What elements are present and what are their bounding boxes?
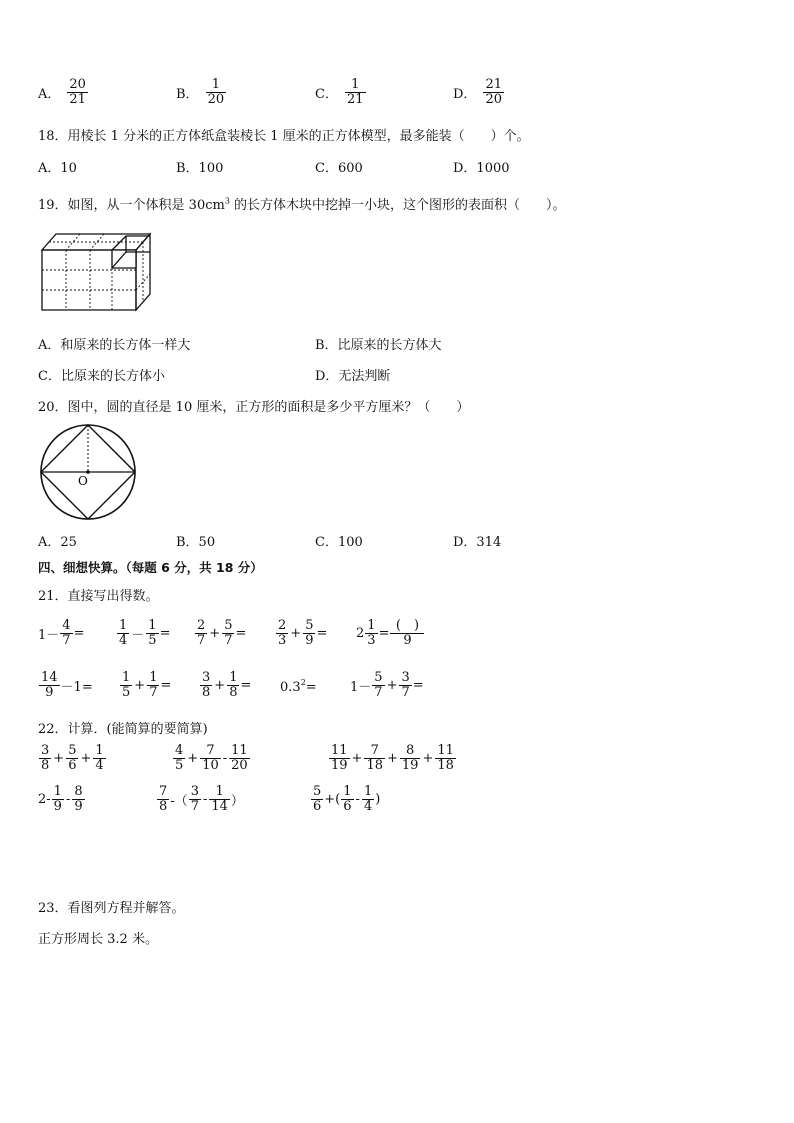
- q18-option-b: B．100: [176, 161, 224, 176]
- q21-expr-9: 0.3 $^2$ =: [280, 678, 317, 695]
- q21-expr-5: 2 $\frac{1}{3}$ = $\frac{( )}{9}$: [356, 619, 425, 647]
- q23-text: 23．看图列方程并解答。: [38, 901, 185, 916]
- q21-expr-4: $\frac{2}{3}$ + $\frac{5}{9}$ =: [278, 618, 328, 648]
- q21-text: 21．直接写出得数。: [38, 589, 159, 604]
- q21-expr-1: 1－ $\frac{4}{7}$ =: [38, 618, 85, 648]
- q19-option-d: D．无法判断: [315, 369, 391, 384]
- q20-option-a: A．25: [38, 535, 77, 550]
- q22-expr-2: $\frac{4}{5}$ + $\frac{7}{10}$ - $\frac{11}{20}$: [175, 743, 248, 773]
- q18-option-c: C．600: [315, 161, 363, 176]
- q22-text: 22．计算．(能简算的要简算): [38, 722, 208, 737]
- q19-option-c: C．比原来的长方体小: [38, 369, 165, 384]
- q22-expr-3: $\frac{11}{19}$ + $\frac{7}{18}$ + $\frac{8}{19}$ + $\frac{11}{18}$: [331, 743, 454, 773]
- q22-expr-5: $\frac{7}{8}$ -（ $\frac{3}{7}$ - $\frac{1}{14}$ ）: [159, 784, 244, 814]
- q19-option-b: B．比原来的长方体大: [315, 338, 442, 353]
- q21-expr-6: $\frac{14}{9}$ －1=: [41, 670, 93, 700]
- circle-square-figure: [38, 422, 138, 522]
- q22-expr-6: $\frac{5}{6}$ +( $\frac{1}{6}$ - $\frac{1}{4}$ ): [313, 784, 381, 814]
- q21-expr-7: $\frac{1}{5}$ + $\frac{1}{7}$ =: [122, 670, 172, 700]
- q21-expr-10: 1－ $\frac{5}{7}$ + $\frac{3}{7}$ =: [350, 670, 424, 700]
- section-title: 四、细想快算。（每题 6 分，共 18 分）: [38, 560, 263, 575]
- fraction: $\frac{1}{20}$: [207, 77, 225, 107]
- q20-option-d: D．314: [453, 535, 502, 550]
- q21-expr-3: $\frac{2}{7}$ + $\frac{5}{7}$ =: [197, 618, 247, 648]
- q23-subtext: 正方形周长 3.2 米。: [38, 932, 158, 947]
- q18-option-d: D．1000: [453, 161, 510, 176]
- cuboid-with-notch-figure: [38, 228, 154, 314]
- q17-option-c: C． $\frac{1}{21}$: [315, 77, 364, 107]
- fraction: $\frac{21}{20}$: [485, 77, 502, 107]
- q22-expr-4: 2- $\frac{1}{9}$ - $\frac{8}{9}$: [38, 784, 83, 814]
- q20-text: 20．图中，圆的直径是 10 厘米，正方形的面积是多少平方厘米？（ ）: [38, 400, 470, 415]
- q22-expr-1: $\frac{3}{8}$ + $\frac{5}{6}$ + $\frac{1}{4}$: [41, 743, 104, 773]
- q19-text: 19．如图，从一个体积是 $30cm^3$ 的长方体木块中挖掉一小块，这个图形的表面积（ ）。: [38, 196, 566, 213]
- q20-option-b: B．50: [176, 535, 216, 550]
- q17-option-b: B． $\frac{1}{20}$: [176, 77, 225, 107]
- q18-option-a: A．10: [38, 161, 77, 176]
- q21-expr-8: $\frac{3}{8}$ + $\frac{1}{8}$ =: [202, 670, 252, 700]
- q21-expr-2: $\frac{1}{4}$ － $\frac{1}{5}$ =: [119, 618, 171, 648]
- q17-option-a: A． $\frac{20}{21}$: [38, 77, 86, 107]
- q18-text: 18．用棱长 1 分米的正方体纸盒装棱长 1 厘米的正方体模型，最多能装（ ）个。: [38, 129, 530, 144]
- fraction: $\frac{1}{21}$: [346, 77, 364, 107]
- fraction: $\frac{20}{21}$: [69, 77, 86, 107]
- center-label: O: [78, 474, 88, 488]
- q17-option-d: D． $\frac{21}{20}$: [453, 77, 502, 107]
- q19-option-a: A．和原来的长方体一样大: [38, 338, 191, 353]
- q20-option-c: C．100: [315, 535, 363, 550]
